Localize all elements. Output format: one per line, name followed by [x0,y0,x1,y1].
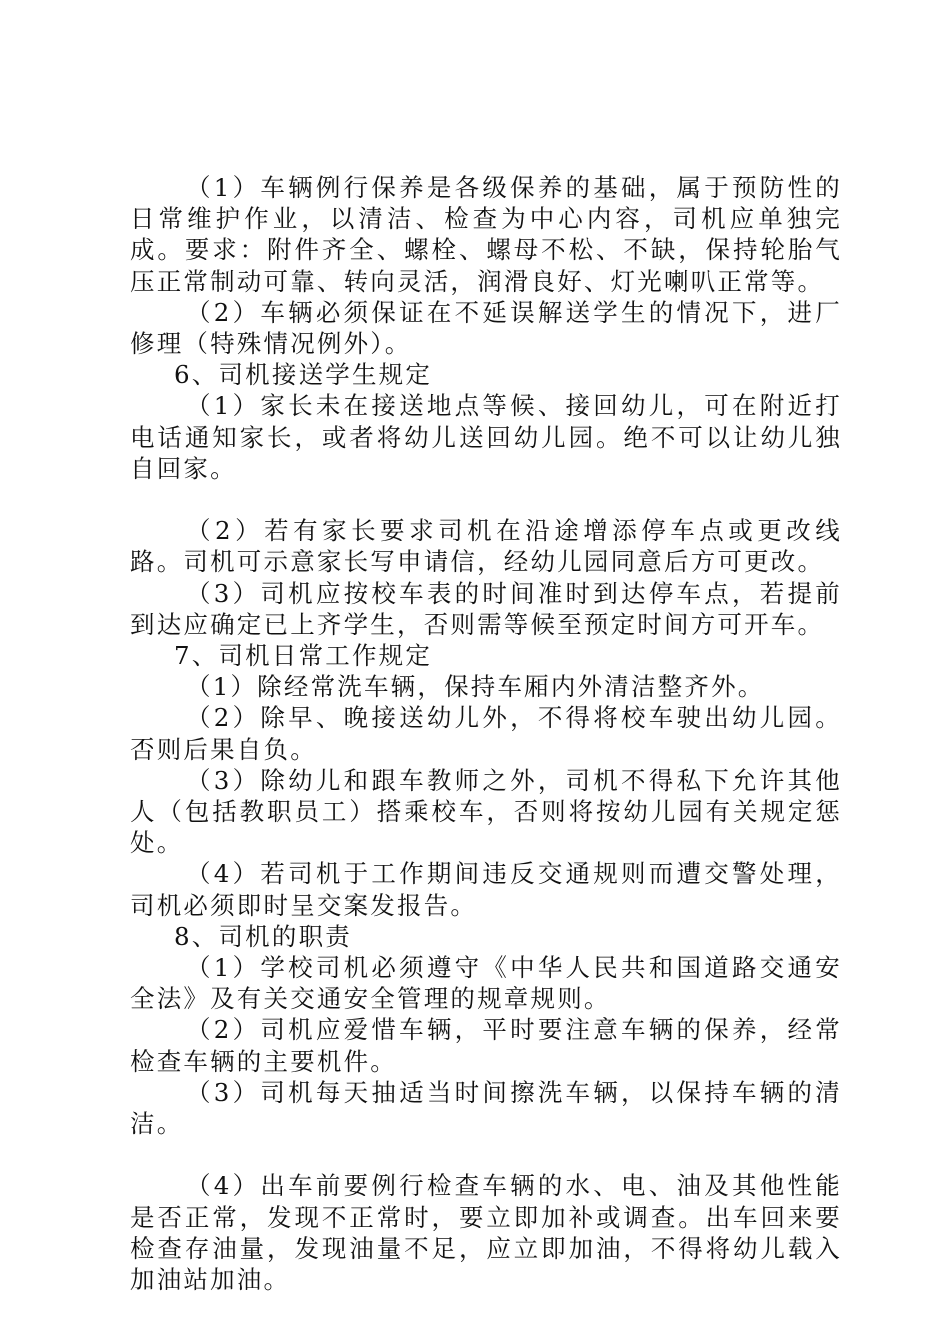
paragraph-daily-3: （3）除幼儿和跟车教师之外，司机不得私下允许其他人（包括教职员工）搭乘校车，否则将按幼儿园有关规定惩处。 [130,765,842,858]
paragraph-pickup-3: （3）司机应按校车表的时间准时到达停车点，若提前到达应确定已上齐学生，否则需等候至预定时间方可开车。 [130,578,842,639]
paragraph-duty-2: （2）司机应爱惜车辆，平时要注意车辆的保养，经常检查车辆的主要机件。 [130,1015,842,1076]
paragraph-duty-4: （4）出车前要例行检查车辆的水、电、油及其他性能是否正常，发现不正常时，要立即加补或调查。出车回来要检查存油量，发现油量不足，应立即加油，不得将幼儿载入加油站加油。 [130,1171,842,1295]
document-body [130,172,842,1295]
paragraph-duty-1: （1）学校司机必须遵守《中华人民共和国道路交通安全法》及有关交通安全管理的规章规则。 [130,953,842,1014]
paragraph-daily-4: （4）若司机于工作期间违反交通规则而遭交警处理，司机必须即时呈交案发报告。 [130,859,842,920]
paragraph-daily-2: （2）除早、晚接送幼儿外，不得将校车驶出幼儿园。否则后果自负。 [130,703,842,764]
paragraph-maintenance-1: （1）车辆例行保养是各级保养的基础，属于预防性的日常维护作业，以清洁、检查为中心内容，司机应单独完成。要求：附件齐全、螺栓、螺母不松、不缺，保持轮胎气压正常制动可靠、转向灵活，润滑良好、灯光喇叭正常等。 [130,173,842,296]
section-heading-8: 8、司机的职责 [174,921,352,951]
paragraph-daily-1: （1）除经常洗车辆，保持车厢内外清洁整齐外。 [186,672,765,702]
blank-line [130,484,842,515]
section-heading-6: 6、司机接送学生规定 [174,360,433,390]
blank-line [130,1139,842,1170]
paragraph-duty-3: （3）司机每天抽适当时间擦洗车辆，以保持车辆的清洁。 [130,1077,842,1139]
paragraph-maintenance-2: （2）车辆必须保证在不延误解送学生的情况下，进厂修理（特殊情况例外）。 [130,297,842,359]
paragraph-pickup-1: （1）家长未在接送地点等候、接回幼儿，可在附近打电话通知家长，或者将幼儿送回幼儿园。绝不可以让幼儿独自回家。 [130,391,842,483]
paragraph-pickup-2: （2）若有家长要求司机在沿途增添停车点或更改线路。司机可示意家长写申请信，经幼儿园同意后方可更改。 [130,516,842,577]
section-heading-7: 7、司机日常工作规定 [174,641,433,671]
